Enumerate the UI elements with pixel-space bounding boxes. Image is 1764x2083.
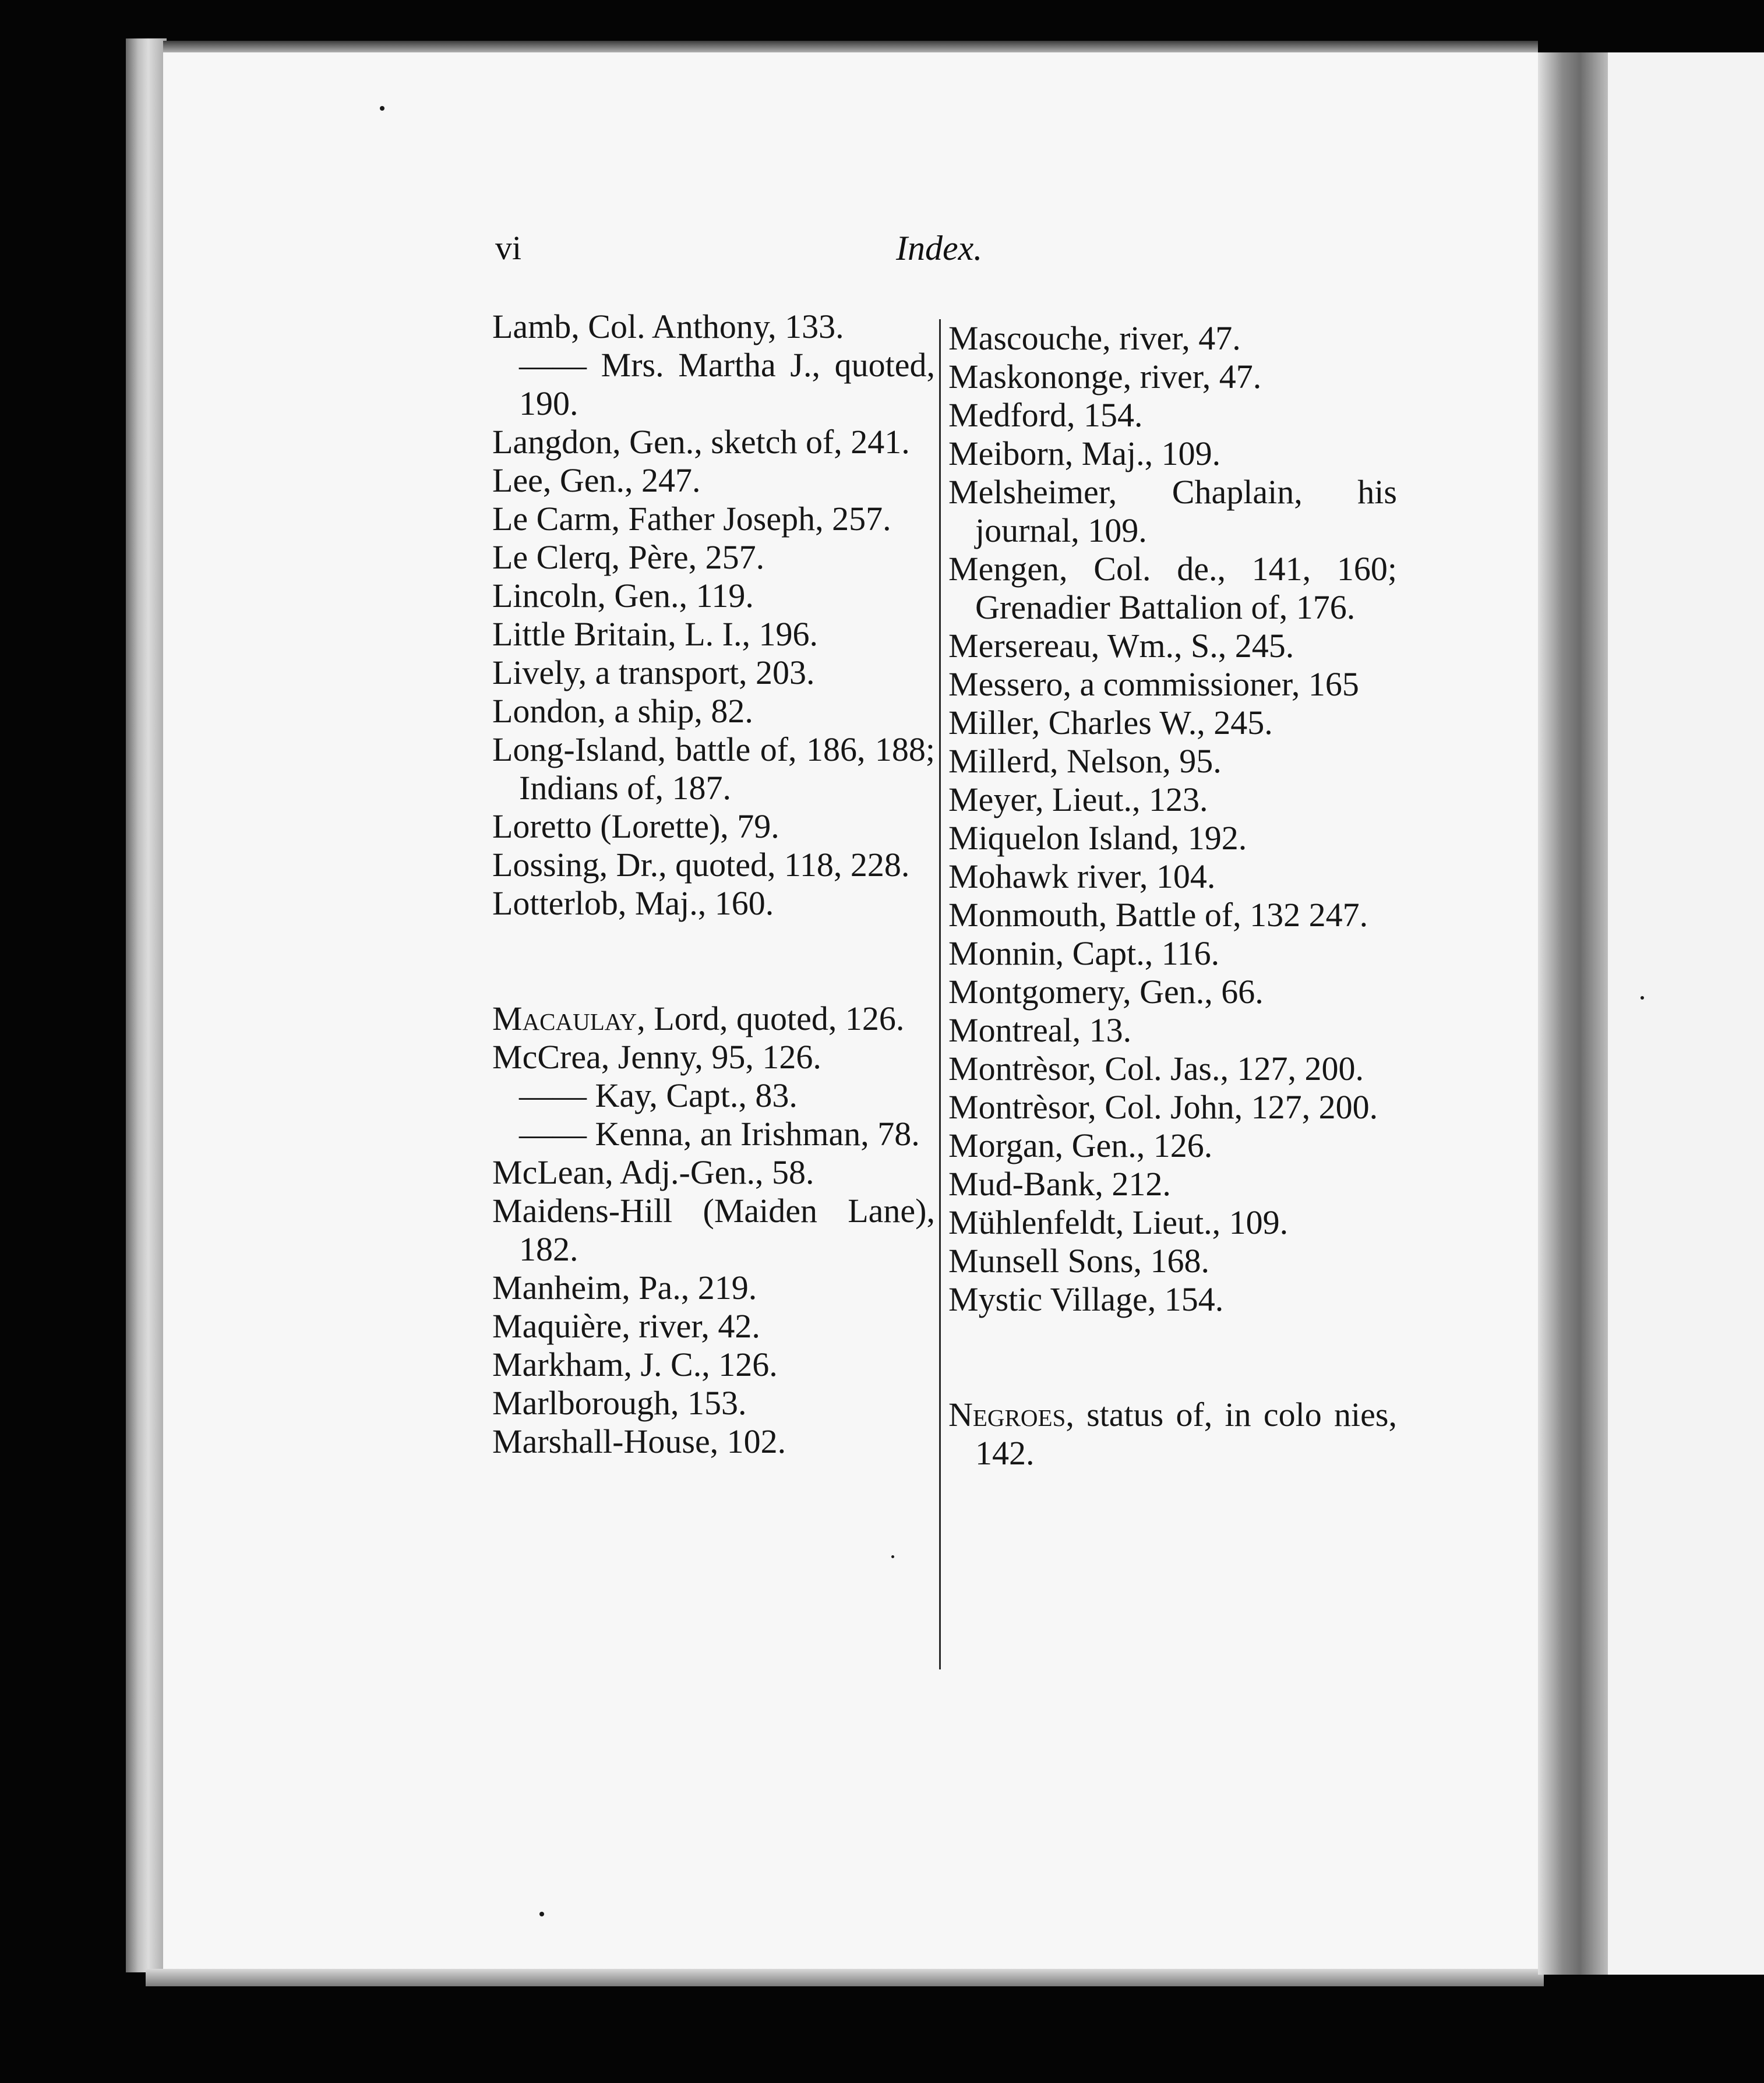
index-entry: Montgomery, Gen., 66. xyxy=(948,973,1264,1011)
index-entry: Maskononge, river, 47. xyxy=(948,358,1262,396)
index-group-m xyxy=(492,1038,935,1461)
index-entry: Lincoln, Gen., 119. xyxy=(492,577,754,615)
index-entry: Monmouth, Battle of, 132 247. xyxy=(948,896,1368,934)
index-subentry: —— Kenna, an Irishman, 78. xyxy=(492,1115,935,1153)
index-entry: Long-Island, battle of, 186, 188; Indians of, 187. xyxy=(492,730,935,807)
index-entry: Montrèsor, Col. John, 127, 200. xyxy=(948,1088,1378,1126)
index-entry: Mengen, Col. de., 141, 160; Grenadier Battalion of, 176. xyxy=(948,550,1397,626)
index-entry: Mühlenfeldt, Lieut., 109. xyxy=(948,1203,1289,1241)
index-entry: Mystic Village, 154. xyxy=(948,1280,1224,1318)
index-entry: Maquière, river, 42. xyxy=(492,1307,760,1345)
index-entry: Millerd, Nelson, 95. xyxy=(948,742,1222,780)
lead-word: Macaulay xyxy=(492,1000,637,1037)
index-entry: Lee, Gen., 247. xyxy=(492,461,701,499)
index-entry: Messero, a commissioner, 165 xyxy=(948,665,1359,703)
index-entry: Mersereau, Wm., S., 245. xyxy=(948,627,1294,665)
index-entry: Mohawk river, 104. xyxy=(948,857,1216,895)
index-entry: Little Britain, L. I., 196. xyxy=(492,615,818,653)
index-group-l xyxy=(492,308,935,923)
index-entry: McCrea, Jenny, 95, 126. xyxy=(492,1038,821,1076)
index-subentry: —— Kay, Capt., 83. xyxy=(492,1076,935,1115)
lead-rest: , status of, in colo nies, 142. xyxy=(975,1396,1397,1472)
page-stack-edge xyxy=(126,38,167,1972)
index-entry: Medford, 154. xyxy=(948,396,1143,434)
index-entry-lead xyxy=(492,1000,935,1038)
dust-speck xyxy=(891,1555,894,1558)
index-entry: Mascouche, river, 47. xyxy=(948,319,1241,357)
index-entry: Markham, J. C., 126. xyxy=(492,1346,778,1383)
page-bottom-edge xyxy=(146,1969,1544,1986)
index-column-right xyxy=(948,319,1397,1473)
index-entry: Morgan, Gen., 126. xyxy=(948,1127,1213,1164)
letter-gap xyxy=(948,1319,1397,1396)
lead-rest: , Lord, quoted, 126. xyxy=(637,1000,905,1037)
index-entry: Montreal, 13. xyxy=(948,1011,1132,1049)
index-entry: Loretto (Lorette), 79. xyxy=(492,807,779,845)
index-entry: Lively, a transport, 203. xyxy=(492,654,815,691)
index-entry: Lamb, Col. Anthony, 133. xyxy=(492,308,844,345)
index-entry: Marlborough, 153. xyxy=(492,1384,747,1422)
index-entry: Le Carm, Father Joseph, 257. xyxy=(492,500,891,538)
index-entry: Montrèsor, Col. Jas., 127, 200. xyxy=(948,1050,1364,1088)
index-entry: Miller, Charles W., 245. xyxy=(948,704,1273,742)
dust-speck xyxy=(539,1912,544,1916)
index-column-left xyxy=(492,308,935,1461)
letter-gap xyxy=(492,923,935,1000)
index-entry: Langdon, Gen., sketch of, 241. xyxy=(492,423,910,461)
index-subentry: —— Mrs. Martha J., quoted, 190. xyxy=(492,346,935,423)
index-entry: Monnin, Capt., 116. xyxy=(948,934,1220,972)
page-number: vi xyxy=(495,229,522,267)
lead-word: Negroes xyxy=(948,1396,1066,1434)
index-entry: Marshall-House, 102. xyxy=(492,1422,786,1460)
facing-page xyxy=(1608,52,1764,1975)
book-gutter xyxy=(1538,52,1608,1975)
dust-speck xyxy=(380,106,384,111)
index-entry: Lotterlob, Maj., 160. xyxy=(492,884,774,922)
index-entry: Meiborn, Maj., 109. xyxy=(948,435,1221,472)
index-entry: London, a ship, 82. xyxy=(492,692,753,730)
running-title: Index. xyxy=(896,229,983,267)
index-entry: Maidens-Hill (Maiden Lane), 182. xyxy=(492,1192,935,1268)
index-entry: Le Clerq, Père, 257. xyxy=(492,538,765,576)
index-entry: Lossing, Dr., quoted, 118, 228. xyxy=(492,846,910,884)
index-entry: Munsell Sons, 168. xyxy=(948,1242,1209,1280)
index-entry: Meyer, Lieut., 123. xyxy=(948,781,1208,818)
index-group-m-cont xyxy=(948,319,1397,1319)
index-entry-lead xyxy=(948,1396,1397,1473)
index-entry: Melsheimer, Chaplain, his journal, 109. xyxy=(948,473,1397,549)
index-entry: Mud-Bank, 212. xyxy=(948,1165,1171,1203)
dust-speck xyxy=(1640,996,1644,1000)
index-entry: McLean, Adj.-Gen., 58. xyxy=(492,1153,814,1191)
index-entry: Miquelon Island, 192. xyxy=(948,819,1247,857)
index-entry: Manheim, Pa., 219. xyxy=(492,1269,757,1307)
column-rule xyxy=(939,319,941,1669)
